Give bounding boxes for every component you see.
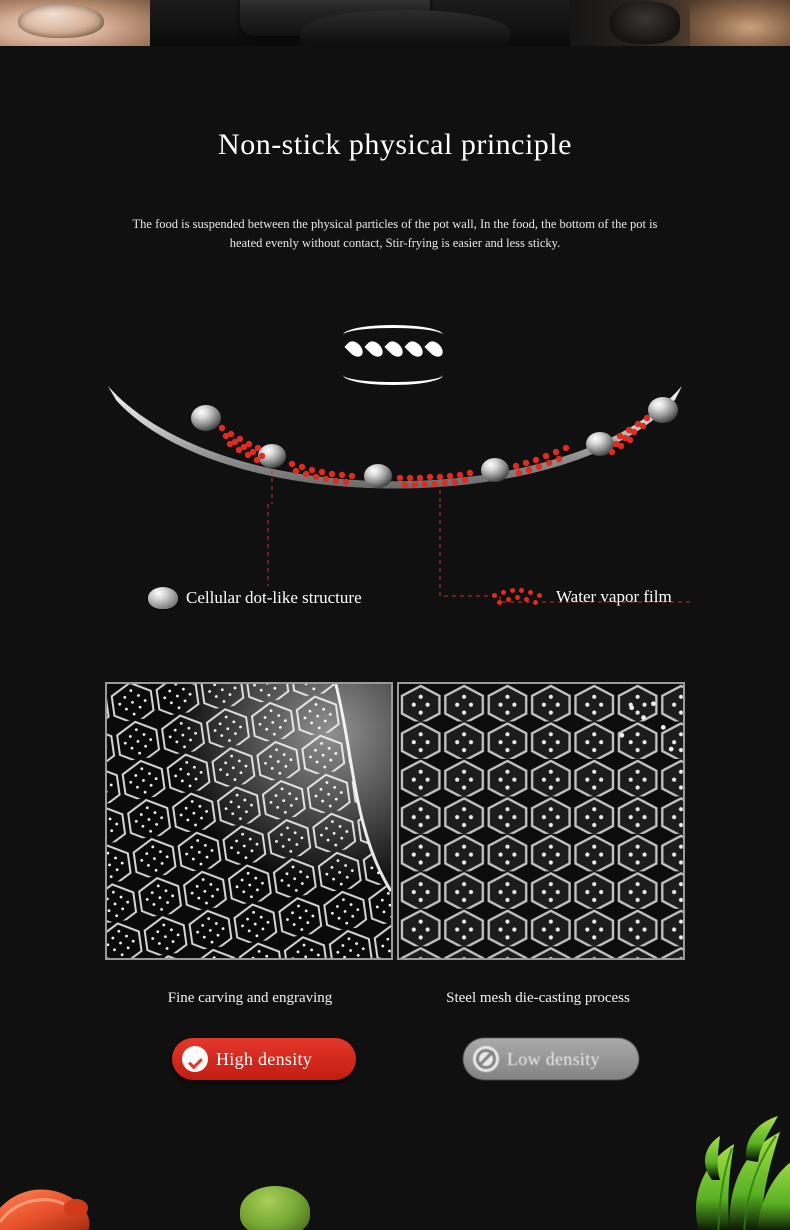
check-circle-icon <box>182 1046 208 1072</box>
top-photo-strip <box>0 0 790 46</box>
comparison-panels <box>105 682 685 960</box>
caption-steel-mesh: Steel mesh die-casting process <box>446 990 630 1006</box>
photo-pot-center <box>150 0 570 46</box>
diagram-legend <box>100 585 700 621</box>
legend-item-vapor <box>492 587 672 607</box>
ban-circle-icon <box>473 1046 499 1072</box>
page-subtitle: The food is suspended between the physical particles of the pot wall, In the food, the bottom of the pot is heated evenly without contact, Stir-frying is easier and less sticky. <box>132 217 658 250</box>
photo-hand-left <box>0 0 150 46</box>
water-drop-icon <box>424 338 445 359</box>
photo-food-right <box>570 0 790 46</box>
pot-rim-shape <box>300 10 510 46</box>
legend-label-vapor: Water vapor film <box>556 587 672 606</box>
water-drop-icon <box>384 338 405 359</box>
water-drop-icon <box>344 338 365 359</box>
steam-drops-icon <box>343 325 443 383</box>
green-vegetable-photo <box>240 1186 310 1230</box>
metal-ball-icon <box>148 587 178 609</box>
panel-steel-mesh <box>397 682 685 960</box>
panel-fine-carving <box>105 682 393 960</box>
badge-high-density <box>172 1038 356 1080</box>
water-drop-icon <box>404 338 425 359</box>
page-title: Non-stick physical principle <box>218 128 572 161</box>
legend-item-cellular <box>148 587 362 609</box>
fine-carving-hex-texture <box>107 684 391 958</box>
caption-fine-carving: Fine carving and engraving <box>167 990 333 1006</box>
shrimp-photo <box>0 1144 120 1230</box>
badge-low-density-label: Low density <box>507 1048 600 1069</box>
steam-drop-row <box>349 340 441 366</box>
red-dots-icon <box>492 587 548 607</box>
steam-top-arc <box>343 325 443 335</box>
parsley-photo <box>660 1076 790 1230</box>
steel-mesh-hex-texture <box>399 684 683 958</box>
water-drop-icon <box>364 338 385 359</box>
legend-label-cellular: Cellular dot-like structure <box>186 588 362 607</box>
pan-cross-section <box>100 378 690 508</box>
badge-high-density-label: High density <box>216 1048 313 1069</box>
badge-low-density <box>463 1038 639 1080</box>
pan-svg <box>100 378 690 508</box>
